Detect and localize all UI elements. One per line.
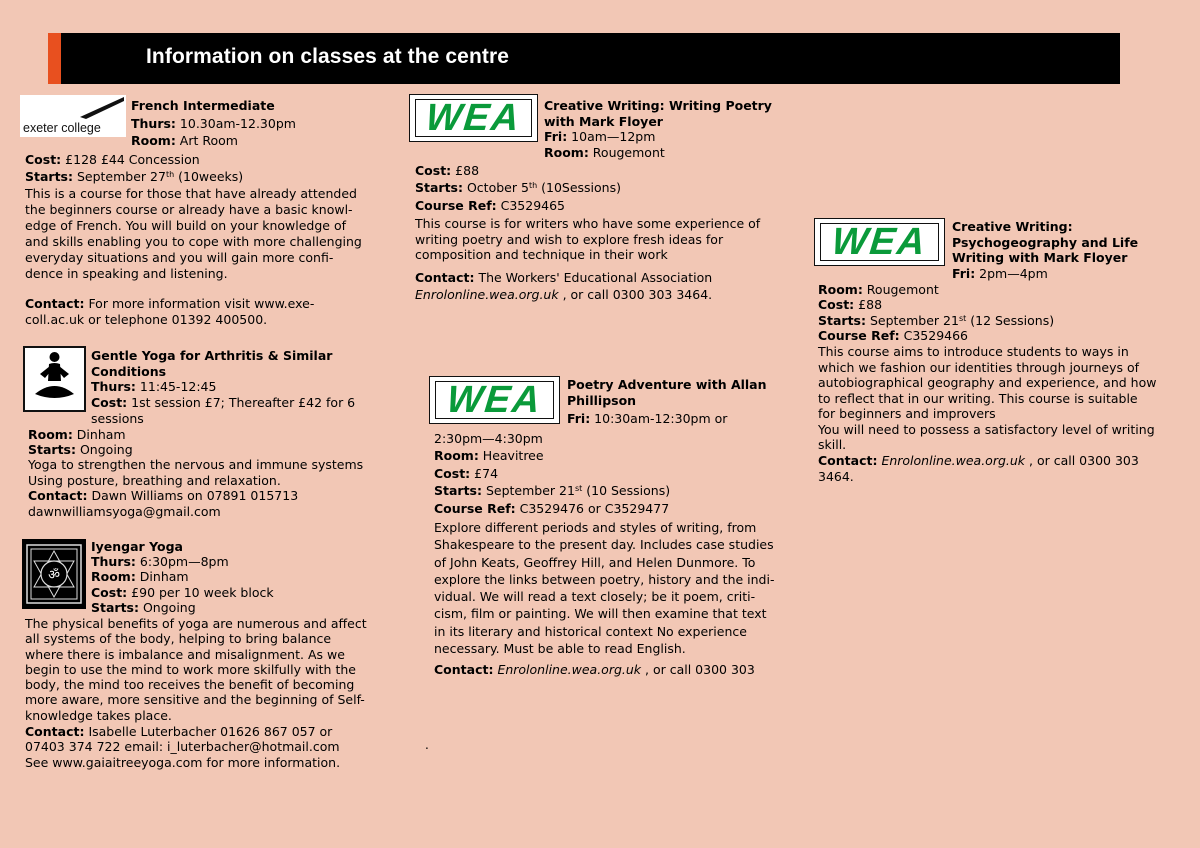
writing-poetry-ref: Course Ref: C3529465 [415,198,566,213]
psychogeography-ref: Course Ref: C3529466 [818,328,969,343]
psychogeography-title: Creative Writing: Psychogeography and Life Writing with Mark Floyer [952,219,1139,265]
wea-logo: WEA [429,376,560,424]
exeter-logo-text: exeter college [23,121,101,135]
french-description: This is a course for those that have already attended the beginners course or already have a basic knowl- edge of French. You will build on your knowledge of and skills enabling you to cope with more challenging everyday situations and you will gain more confi- dence in speaking and listening. [25,186,362,281]
writing-poetry-room: Room: Rougemont [544,145,665,160]
iyengar-title: Iyengar Yoga [91,539,183,554]
iyengar-yantra-icon [22,539,86,609]
writing-poetry-description: This course is for writers who have some experience of writing poetry and wish to explore fresh ideas for composition and technique in their work [415,216,761,263]
writing-poetry-starts: Starts: October 5th (10Sessions) [415,180,621,195]
french-cost: Cost: £128 £44 Concession [25,152,200,167]
psychogeography-contact: Contact: Enrolonline.wea.org.uk , or call 0300 303 3464. [818,453,1139,484]
french-starts: Starts: September 27th (10weeks) [25,169,244,184]
header-bar [48,33,1120,84]
writing-poetry-contact: Contact: The Workers' Educational Association Enrolonline.wea.org.uk , or call 0300 303 3464. [415,270,713,302]
iyengar-contact: Contact: Isabelle Luterbacher 01626 867 057 or 07403 374 722 email: i_luterbacher@hotmail.com See www.gaiaitreeyoga.com for more information. [25,724,341,770]
gentle-yoga-starts: Starts: Ongoing [28,442,133,457]
french-contact: Contact: For more information visit www.exe- coll.ac.uk or telephone 01392 400500. [25,296,315,327]
gentle-yoga-title: Gentle Yoga for Arthritis & Similar Conditions [91,348,333,379]
psychogeography-starts: Starts: September 21st (12 Sessions) [818,313,1055,328]
iyengar-thurs: Thurs: 6:30pm—8pm [91,554,229,569]
french-thurs: Thurs: 10.30am-12.30pm [131,116,296,131]
french-room: Room: Art Room [131,133,238,148]
poetry-adventure-fri-alt: 2:30pm—4:30pm [434,431,543,446]
poetry-adventure-description: Explore different periods and styles of writing, from Shakespeare to the present day. Includes case studies of John Keats, Geoffrey Hill, and Helen Dunmore. To explore the links between poetry, history and the indi- vidual. We will read a text closely; be it poem, criti- cism, film or painting. We will then examine that text in its literary and historical context No experience necessary. Must be able to read English. [434,520,775,657]
poetry-adventure-fri: Fri: 10:30am-12:30pm or [567,411,728,426]
psychogeography-cost: Cost: £88 [818,297,883,312]
gentle-yoga-cost: Cost: 1st session £7; Thereafter £42 for 6 sessions [91,395,356,426]
french-title: French Intermediate [131,98,275,113]
svg-text:ॐ: ॐ [48,568,60,583]
poetry-adventure-room: Room: Heavitree [434,448,544,463]
wea-logo: WEA [814,218,945,266]
poetry-adventure-contact: Contact: Enrolonline.wea.org.uk , or call 0300 303 [434,662,755,677]
iyengar-room: Room: Dinham [91,569,189,584]
gentle-yoga-room: Room: Dinham [28,427,126,442]
psychogeography-fri: Fri: 2pm—4pm [952,266,1048,281]
poetry-adventure-title: Poetry Adventure with Allan Phillipson [567,377,767,408]
writing-poetry-fri: Fri: 10am—12pm [544,129,656,144]
meditation-figure-icon [23,346,86,412]
writing-poetry-title: Creative Writing: Writing Poetry with Mark Floyer [544,98,772,129]
page-title: Information on classes at the centre [146,45,510,68]
psychogeography-room: Room: Rougemont [818,282,939,297]
psychogeography-enrol-link[interactable]: Enrolonline.wea.org.uk [881,453,1026,468]
writing-poetry-cost: Cost: £88 [415,163,480,178]
psychogeography-description: This course aims to introduce students to ways in which we fashion our identities through journeys of autobiographical geography and experience, and how to reflect that in our writing. This course is suitable for beginners and improvers You will need to possess a satisfactory level of writing skill. [818,344,1157,452]
iyengar-cost: Cost: £90 per 10 week block [91,585,274,600]
poetry-adventure-starts: Starts: September 21st (10 Sessions) [434,483,671,498]
writing-poetry-enrol-link[interactable]: Enrolonline.wea.org.uk [415,286,559,302]
poetry-adventure-ref: Course Ref: C3529476 or C3529477 [434,501,670,516]
wea-logo: WEA [409,94,538,142]
gentle-yoga-contact: Contact: Dawn Williams on 07891 015713 dawnwilliamsyoga@gmail.com [28,488,299,519]
stray-mark: . [425,738,429,752]
poetry-adventure-cost: Cost: £74 [434,466,499,481]
iyengar-description: The physical benefits of yoga are numerous and affect all systems of the body, helping to bring balance where there is imbalance and misalignment. As we begin to use the mind to work more skilfully with the body, the mind too receives the benefit of becoming more aware, more sensitive and the beginning of Self- knowledge takes place. [25,616,367,723]
gentle-yoga-thurs: Thurs: 11:45-12:45 [91,379,217,394]
poetry-adventure-enrol-link[interactable]: Enrolonline.wea.org.uk [497,662,642,677]
gentle-yoga-description: Yoga to strengthen the nervous and immune systems Using posture, breathing and relaxation. [28,457,364,488]
iyengar-starts: Starts: Ongoing [91,600,196,615]
exeter-college-logo [20,95,126,137]
